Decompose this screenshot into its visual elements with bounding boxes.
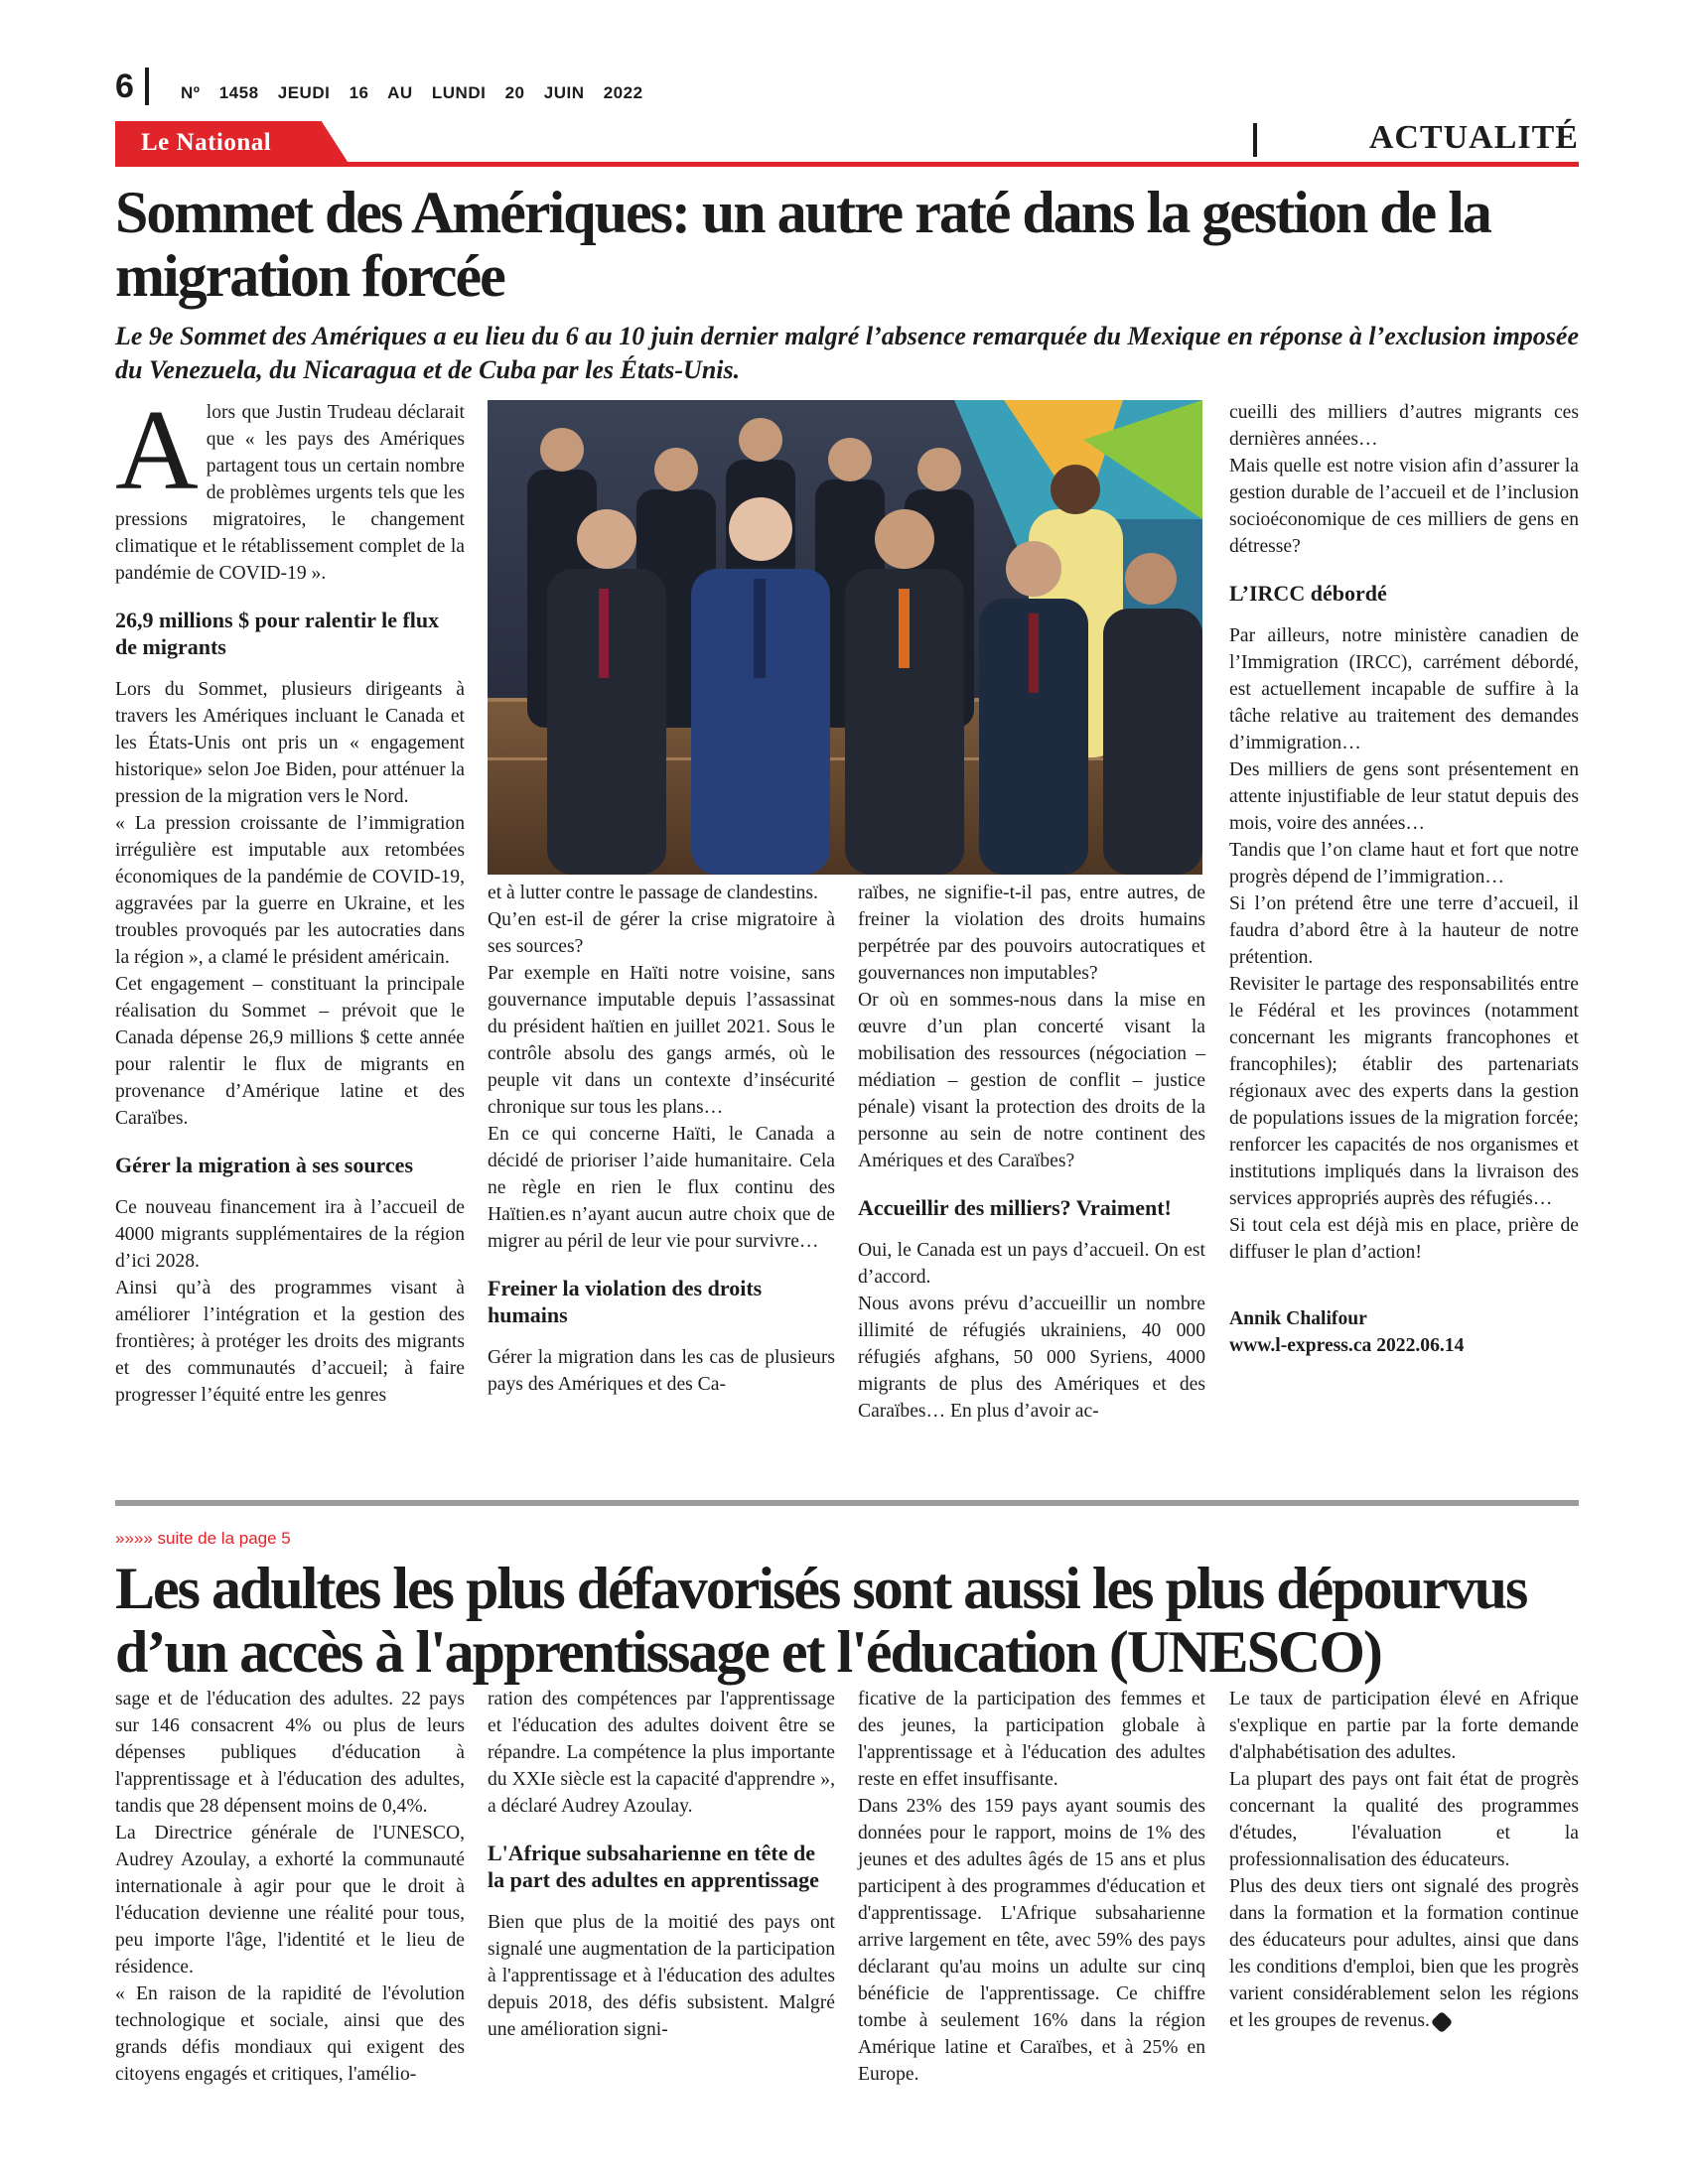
article1-column-4	[1229, 399, 1579, 1359]
paragraph: sage et de l'éducation des adultes. 22 pays sur 146 consacrent 4% ou plus de leurs dépenses publiques d'éducation à l'apprentissage et à l'éducation des adultes, tandis que 28 dépensent moins de 0,4%.	[115, 1689, 465, 1817]
paragraph: Des milliers de gens sont présentement en attente injustifiable de leur statut depuis des mois, voire des années…	[1229, 759, 1579, 834]
article2-column-2	[488, 1686, 835, 2043]
paragraph: Oui, le Canada est un pays d’accueil. On est d’accord.	[858, 1240, 1205, 1288]
paragraph: Par ailleurs, notre ministère canadien de l’Immigration (IRCC), carrément débordé, est actuellement incapable de suffire à la tâche relative au traitement des demandes d’immigration…	[1229, 625, 1579, 753]
subheading: L’IRCC débordé	[1229, 581, 1387, 606]
date-weekday-start: JEUDI	[277, 83, 331, 102]
paragraph: et à lutter contre le passage de clandestins.	[488, 883, 818, 903]
article1-column-2	[488, 880, 835, 1398]
continued-from-link[interactable]: »»»» suite de la page 5	[115, 1529, 291, 1548]
paragraph: En ce qui concerne Haïti, le Canada a décidé de prioriser l’aide humanitaire. Cela ne règle en rien le flux continu des Haïtien.es n’ayant aucun autre choix que de migrer au péril de leur vie pour survivre…	[488, 1124, 835, 1252]
paragraph	[1229, 1873, 1579, 2034]
paragraph: Nous avons prévu d’accueillir un nombre illimité de réfugiés ukrainiens, 40 000 réfugiés afghans, 50 000 Syriens, 4000 migrants de plus des Amériques et des Caraïbes… En plus d’avoir ac-	[858, 1294, 1205, 1422]
page-number: 6	[115, 68, 134, 105]
subheading: 26,9 millions $ pour ralentir le flux de migrants	[115, 608, 440, 659]
paragraph: Mais quelle est notre vision afin d’assurer la gestion durable de l’accueil et de l’inclusion socioéconomique de ces milliers de gens en détresse?	[1229, 456, 1579, 557]
article1-intro: lors que Justin Trudeau déclarait que « les pays des Amériques partagent tous un certain nombre de problèmes urgents tels que les pressions migratoires, le changement climatique et le rétablissement complet de la pandémie de COVID-19 ».	[115, 402, 465, 584]
section-divider	[1253, 123, 1257, 157]
group-photo-illustration	[488, 400, 1202, 875]
article2-column-4	[1229, 1686, 1579, 2034]
paragraph: Tandis que l’on clame haut et fort que notre progrès dépend de l’immigration…	[1229, 840, 1579, 887]
paragraph: Revisiter le partage des responsabilités entre le Fédéral et les provinces (notamment concernant les migrants francophones et francophiles); établir des partenariats régionaux avec des experts dans la gestion de populations issues de la migration forcée; renforcer les capacités de nos organismes et institutions impliqués dans la livraison des services appropriés auprès des réfugiés…	[1229, 974, 1579, 1209]
paragraph: Dans 23% des 159 pays ayant soumis des données pour le rapport, moins de 1% des jeunes et des adultes âgés de 15 ans et plus participent à des programmes d'éducation et d'apprentissage. L'Afrique subsaharienne arrive largement en tête, avec 59% des pays déclarant qu'au moins un adulte sur cinq bénéficie de l'apprentissage. Ce chiffre tombe à seulement 16% dans la région Amérique latine et Caraïbes, et à 25% en Europe.	[858, 1796, 1205, 2085]
paragraph: Si l’on prétend être une terre d’accueil, il faudra d’abord être à la hauteur de notre prétention.	[1229, 893, 1579, 968]
end-of-article-icon	[1431, 2010, 1454, 2033]
article1-deck: Le 9e Sommet des Amériques a eu lieu du 6 au 10 juin dernier malgré l’absence remarquée du Mexique en réponse à l’exclusion imposée du Venezuela, du Nicaragua et de Cuba par les États-Unis.	[115, 322, 1579, 384]
issue-date-line	[181, 83, 643, 103]
subheading: Freiner la violation des droits humains	[488, 1276, 763, 1327]
date-year: 2022	[603, 83, 643, 102]
paragraph: Ainsi qu’à des programmes visant à améliorer l’intégration et la gestion des frontières; à protéger les droits des migrants et des communautés d’accueil; à faire progresser l’équité entre les genres	[115, 1278, 465, 1406]
summit-group-photo	[488, 400, 1202, 875]
date-month: JUIN	[543, 83, 585, 102]
paragraph: « La pression croissante de l’immigration irrégulière est imputable aux retombées économiques de la pandémie de COVID-19, aggravées par la guerre en Ukraine, et les troubles provoqués par les autocraties dans la région », a clamé le président américain.	[115, 813, 465, 968]
paragraph: « En raison de la rapidité de l'évolution technologique et sociale, ainsi que des grands défis mondiaux qui exigent des citoyens engagés et critiques, l'amélio-	[115, 1983, 465, 2085]
paragraph-text: Plus des deux tiers ont signalé des progrès dans la formation et la formation continue des éducateurs pour adultes, ainsi que dans les conditions d'emploi, bien que les progrès varient considérablement selon les régions et les groupes de revenus.	[1229, 1876, 1579, 2031]
header-rule	[115, 162, 1579, 167]
paragraph: cueilli des milliers d’autres migrants ces dernières années…	[1229, 402, 1579, 450]
article2-column-1	[115, 1686, 465, 2088]
article1-column-3	[858, 880, 1205, 1425]
paragraph: Gérer la migration dans les cas de plusieurs pays des Amériques et des Ca-	[488, 1347, 835, 1395]
article1-column-1	[115, 387, 465, 1409]
paragraph: Or où en sommes-nous dans la mise en œuvre d’un plan concerté visant la mobilisation des ressources (négociation – médiation – gestion de conflit – justice pénale) visant la protection des droits de la personne au sein de notre continent des Amériques et des Caraïbes?	[858, 990, 1205, 1171]
paragraph: La plupart des pays ont fait état de progrès concernant la qualité des programmes d'études, l'évaluation et la professionnalisation des éducateurs.	[1229, 1769, 1579, 1870]
paragraph: ficative de la participation des femmes et des jeunes, la participation globale à l'apprentissage et à l'éducation des adultes reste en effet insuffisante.	[858, 1689, 1205, 1790]
subheading: L'Afrique subsaharienne en tête de la part des adultes en apprentissage	[488, 1841, 819, 1892]
paragraph: Ce nouveau financement ira à l’accueil de 4000 migrants supplémentaires de la région d’ici 2028.	[115, 1197, 465, 1272]
subheading: Accueillir des milliers? Vraiment!	[858, 1195, 1172, 1220]
subheading: Gérer la migration à ses sources	[115, 1153, 414, 1177]
source-line: www.l-express.ca 2022.06.14	[1229, 1335, 1465, 1356]
paragraph: Le taux de participation élevé en Afrique s'explique en partie par la forte demande d'alphabétisation des adultes.	[1229, 1689, 1579, 1763]
date-weekday-end: LUNDI	[431, 83, 487, 102]
paragraph: Cet engagement – constituant la principale réalisation du Sommet – prévoit que le Canada dépense 26,9 millions $ cette année pour ralentir le flux de migrants en provenance d’Amérique latine et des Caraïbes.	[115, 974, 465, 1129]
paragraph: Lors du Sommet, plusieurs dirigeants à travers les Amériques incluant le Canada et les États-Unis ont pris un « engagement historique» selon Joe Biden, pour atténuer la pression de la migration vers le Nord.	[115, 679, 465, 807]
date-day-start: 16	[349, 83, 369, 102]
article1-headline: Sommet des Amériques: un autre raté dans la gestion de la migration forcée	[115, 180, 1490, 309]
section-label: ACTUALITÉ	[1368, 119, 1579, 156]
paragraph: Qu’en est-il de gérer la crise migratoire à ses sources?	[488, 909, 835, 957]
article2-column-3	[858, 1686, 1205, 2088]
paragraph: ration des compétences par l'apprentissage et l'éducation des adultes doivent être se répandre. La compétence la plus importante du XXIe siècle est la capacité d'apprendre », a déclaré Audrey Azoulay.	[488, 1689, 835, 1817]
date-au: AU	[387, 83, 413, 102]
paragraph: Bien que plus de la moitié des pays ont signalé une augmentation de la participation à l'apprentissage et à l'éducation des adultes depuis 2018, des défis subsistent. Malgré une amélioration signi-	[488, 1912, 835, 2040]
paragraph: raïbes, ne signifie-t-il pas, entre autres, de freiner la violation des droits humains perpétrée par des pouvoirs autocratiques et gouvernances non imputables?	[858, 883, 1205, 984]
paragraph: Si tout cela est déjà mis en place, prière de diffuser le plan d’action!	[1229, 1215, 1579, 1263]
date-day-end: 20	[504, 83, 525, 102]
brand-logo: Le National	[141, 129, 272, 156]
paragraph: La Directrice générale de l'UNESCO, Audrey Azoulay, a exhorté la communauté internationale à agir pour que le droit à l'éducation devienne une réalité pour tous, peu importe l'âge, l'identité et le lieu de résidence.	[115, 1823, 465, 1978]
issue-number: Nº 1458	[181, 83, 259, 102]
article2-headline: Les adultes les plus défavorisés sont aussi les plus dépourvus d’un accès à l'apprentissage et l'éducation (UNESCO)	[115, 1556, 1527, 1685]
drop-cap: A	[115, 387, 199, 514]
page-number-divider	[145, 68, 149, 105]
article-separator	[115, 1500, 1579, 1506]
paragraph: Par exemple en Haïti notre voisine, sans gouvernance imputable depuis l’assassinat du président haïtien en juillet 2021. Sous le contrôle absolu des gangs armés, où le peuple vit dans un contexte d’insécurité chronique sur tous les plans…	[488, 963, 835, 1118]
author-name: Annik Chalifour	[1229, 1308, 1367, 1329]
